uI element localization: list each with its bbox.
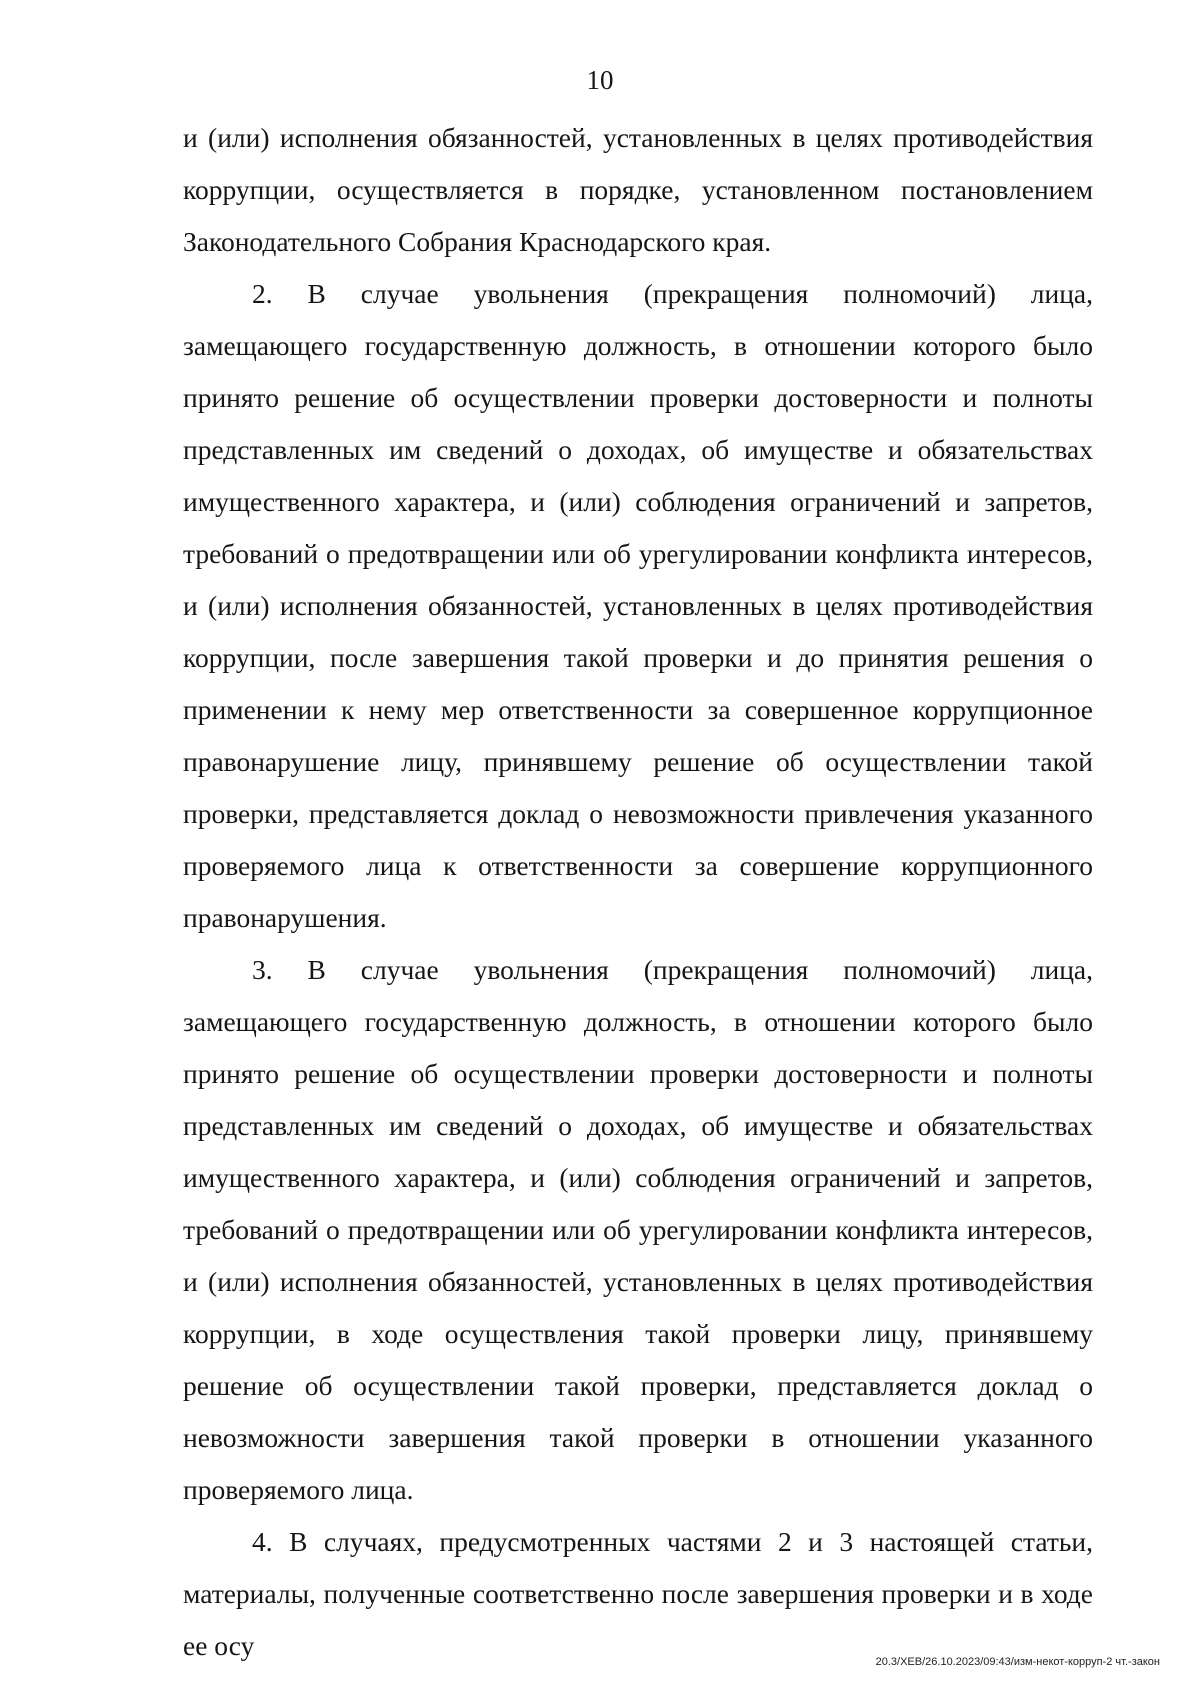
- document-footer-code: 20.3/ХЕВ/26.10.2023/09:43/изм-некот-корруп-2 чт.-закон: [875, 1656, 1160, 1668]
- paragraph-part-4: 4. В случаях, предусмотренных частями 2 и 3 настоящей статьи, материалы, полученные соответственно после завершения проверки и в ходе ее осу: [183, 1526, 1093, 1661]
- paragraph-continuation: и (или) исполнения обязанностей, установленных в целях противодействия коррупции, осуществляется в порядке, установленном постановлением Законодательного Собрания Краснодарского края.: [183, 122, 1093, 257]
- page-number: 10: [586, 65, 614, 95]
- document-body: [183, 112, 1093, 1672]
- paragraph-part-3: 3. В случае увольнения (прекращения полномочий) лица, замещающего государственную должность, в отношении которого было принято решение об осуществлении проверки достоверности и полноты представленных им сведений о доходах, об имуществе и обязательствах имущественного характера, и (или) соблюдения ограничений и запретов, требований о предотвращении или об урегулировании конфликта интересов, и (или) исполнения обязанностей, установленных в целях противодействия коррупции, в ходе осуществления такой проверки лицу, принявшему решение об осуществлении такой проверки, представляется доклад о невозможности завершения такой проверки в отношении указанного проверяемого лица.: [183, 954, 1093, 1505]
- paragraph-part-2: 2. В случае увольнения (прекращения полномочий) лица, замещающего государственную должность, в отношении которого было принято решение об осуществлении проверки достоверности и полноты представленных им сведений о доходах, об имуществе и обязательствах имущественного характера, и (или) соблюдения ограничений и запретов, требований о предотвращении или об урегулировании конфликта интересов, и (или) исполнения обязанностей, установленных в целях противодействия коррупции, после завершения такой проверки и до принятия решения о применении к нему мер ответственности за совершенное коррупционное правонарушение лицу, принявшему решение об осуществлении такой проверки, представляется доклад о невозможности привлечения указанного проверяемого лица к ответственности за совершение коррупционного правонарушения.: [183, 278, 1093, 933]
